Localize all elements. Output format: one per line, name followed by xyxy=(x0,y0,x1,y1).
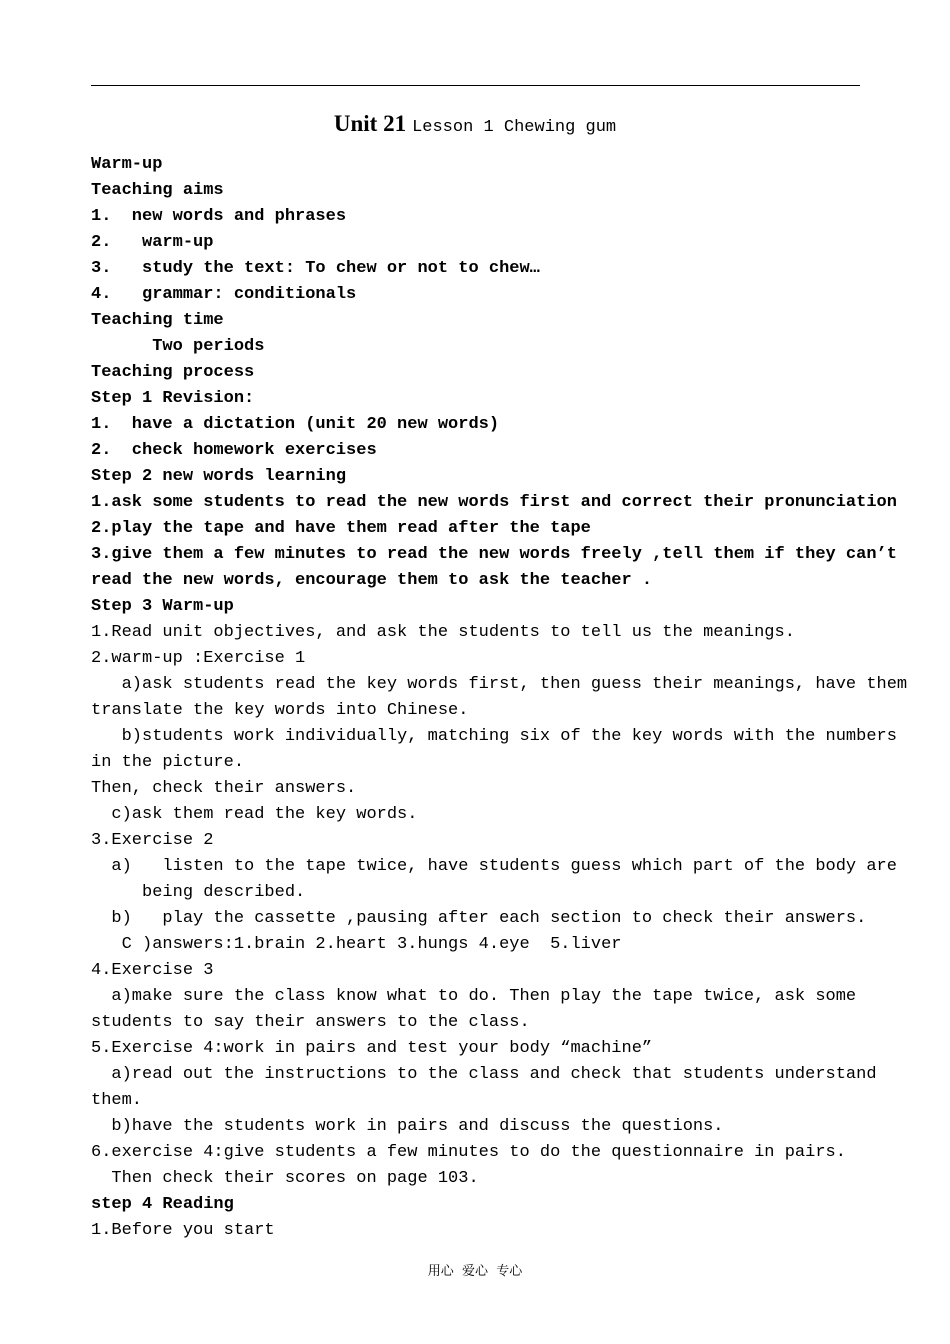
body-line: 4.Exercise 3 xyxy=(91,961,214,980)
header-rule xyxy=(91,85,860,86)
heading-teaching-time: Teaching time xyxy=(91,311,224,330)
lesson-title: Lesson 1 Chewing gum xyxy=(412,118,617,137)
heading-teaching-process: Teaching process xyxy=(91,363,255,382)
body-line: 1.Read unit objectives, and ask the students to tell us the meanings. xyxy=(91,623,795,642)
body-line: 3.Exercise 2 xyxy=(91,831,214,850)
body-line: b)have the students work in pairs and discuss the questions. xyxy=(91,1117,724,1136)
body-line: them. xyxy=(91,1091,143,1110)
body-line: students to say their answers to the class. xyxy=(91,1013,530,1032)
step-heading: Step 3 Warm-up xyxy=(91,597,234,616)
body-line: 5.Exercise 4:work in pairs and test your body “machine” xyxy=(91,1039,653,1058)
body-line: 2.warm-up :Exercise 1 xyxy=(91,649,306,668)
aim-item: 2. warm-up xyxy=(91,233,214,252)
body-line: being described. xyxy=(91,883,306,902)
page-title xyxy=(0,111,950,137)
step-heading: step 4 Reading xyxy=(91,1195,234,1214)
body-line: a)make sure the class know what to do. Then play the tape twice, ask some xyxy=(91,987,857,1006)
heading-teaching-aims: Teaching aims xyxy=(91,181,224,200)
body-line: b)students work individually, matching six of the key words with the numbers xyxy=(91,727,897,746)
step-item: 3.give them a few minutes to read the new words freely ,tell them if they can’t xyxy=(91,545,897,564)
heading-warm-up: Warm-up xyxy=(91,155,163,174)
body-line: 1.Before you start xyxy=(91,1221,275,1240)
aim-item: 1. new words and phrases xyxy=(91,207,347,226)
aim-item: 3. study the text: To chew or not to chew… xyxy=(91,259,540,278)
step-item: 1. have a dictation (unit 20 new words) xyxy=(91,415,500,434)
step-item: read the new words, encourage them to ask the teacher . xyxy=(91,571,653,590)
body-line: Then check their scores on page 103. xyxy=(91,1169,479,1188)
step-heading: Step 2 new words learning xyxy=(91,467,347,486)
body-line: c)ask them read the key words. xyxy=(91,805,418,824)
page-footer: 用心 爱心 专心 xyxy=(427,1264,523,1279)
teaching-time-value: Two periods xyxy=(91,337,265,356)
step-item: 1.ask some students to read the new words first and correct their pronunciation xyxy=(91,493,897,512)
step-item: 2. check homework exercises xyxy=(91,441,377,460)
unit-title: Unit 21 xyxy=(333,111,407,136)
step-heading: Step 1 Revision: xyxy=(91,389,255,408)
body-line: a)ask students read the key words first, then guess their meanings, have them xyxy=(91,675,908,694)
body-line: C )answers:1.brain 2.heart 3.hungs 4.eye 5.liver xyxy=(91,935,622,954)
step-item: 2.play the tape and have them read after the tape xyxy=(91,519,591,538)
body-line: Then, check their answers. xyxy=(91,779,357,798)
body-line: translate the key words into Chinese. xyxy=(91,701,469,720)
body-line: a) listen to the tape twice, have students guess which part of the body are xyxy=(91,857,897,876)
aim-item: 4. grammar: conditionals xyxy=(91,285,357,304)
body-line: 6.exercise 4:give students a few minutes to do the questionnaire in pairs. xyxy=(91,1143,846,1162)
body-line: a)read out the instructions to the class and check that students understand xyxy=(91,1065,877,1084)
body-line: b) play the cassette ,pausing after each section to check their answers. xyxy=(91,909,867,928)
body-line: in the picture. xyxy=(91,753,245,772)
